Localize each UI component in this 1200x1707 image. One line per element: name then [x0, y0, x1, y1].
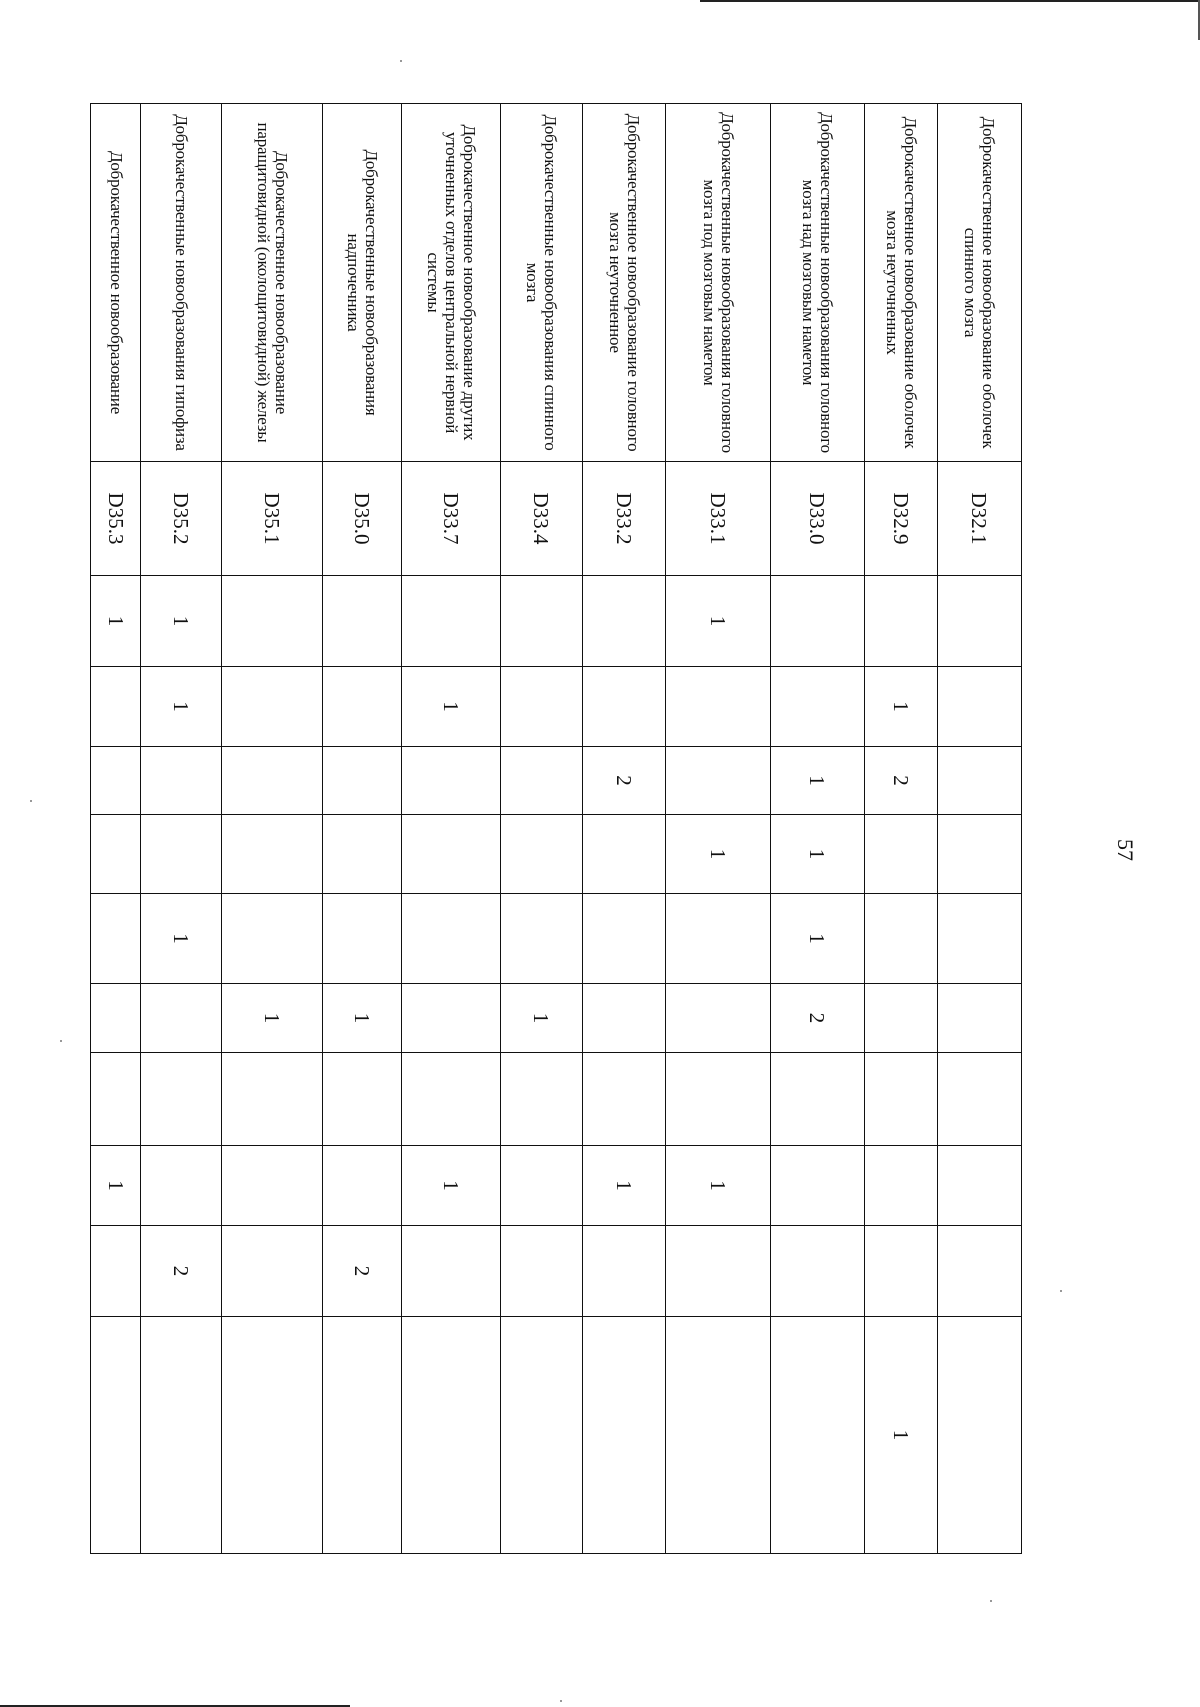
count-cell	[322, 1317, 402, 1554]
count-cell: 1	[222, 984, 323, 1053]
icd-code-cell: D33.2	[582, 462, 665, 576]
count-cell	[141, 1053, 222, 1146]
count-cell	[500, 1226, 582, 1317]
count-cell	[91, 747, 141, 815]
count-cell	[770, 1053, 864, 1146]
table-row	[582, 104, 665, 1554]
count-cell	[500, 667, 582, 747]
count-cell	[864, 1146, 937, 1226]
count-cell	[91, 1317, 141, 1554]
count-cell: 1	[864, 1317, 937, 1554]
count-cell	[582, 1317, 665, 1554]
count-cell: 2	[141, 1226, 222, 1317]
count-cell	[222, 667, 323, 747]
table-row	[141, 104, 222, 1554]
count-cell	[91, 815, 141, 894]
count-cell	[770, 1146, 864, 1226]
count-cell	[770, 576, 864, 667]
icd-code-cell: D32.9	[864, 462, 937, 576]
count-cell	[402, 1053, 500, 1146]
count-cell: 1	[582, 1146, 665, 1226]
scan-speck	[30, 800, 32, 802]
count-cell: 1	[665, 576, 770, 667]
count-cell	[665, 667, 770, 747]
diagnosis-name-cell: Доброкачественные новообразования гипофиза	[141, 104, 222, 462]
count-cell	[500, 1146, 582, 1226]
count-cell	[91, 667, 141, 747]
diagnosis-name-cell: Доброкачественные новообразования головного мозга под мозговым наметом	[665, 104, 770, 462]
diagnosis-table	[90, 103, 1022, 1554]
count-cell	[141, 1317, 222, 1554]
count-cell	[582, 576, 665, 667]
count-cell: 1	[402, 667, 500, 747]
count-cell	[582, 667, 665, 747]
count-cell	[665, 1317, 770, 1554]
icd-code-cell: D35.1	[222, 462, 323, 576]
count-cell	[864, 576, 937, 667]
count-cell	[500, 1053, 582, 1146]
icd-code-cell: D35.3	[91, 462, 141, 576]
diagnosis-name-cell: Доброкачественное новообразование паращитовидной (околощитовидной) железы	[222, 104, 323, 462]
count-cell: 2	[864, 747, 937, 815]
count-cell	[322, 815, 402, 894]
count-cell	[322, 576, 402, 667]
count-cell: 1	[770, 815, 864, 894]
count-cell	[322, 667, 402, 747]
scan-speck	[60, 1040, 62, 1042]
count-cell	[937, 984, 1021, 1053]
count-cell: 2	[322, 1226, 402, 1317]
page-number: 57	[1113, 839, 1138, 861]
count-cell	[582, 984, 665, 1053]
count-cell	[402, 576, 500, 667]
count-cell	[222, 1317, 323, 1554]
count-cell	[402, 747, 500, 815]
count-cell	[322, 894, 402, 984]
count-cell	[770, 667, 864, 747]
count-cell: 1	[141, 576, 222, 667]
scan-speck	[400, 60, 402, 62]
count-cell	[500, 894, 582, 984]
count-cell: 1	[864, 667, 937, 747]
diagnosis-name-cell: Доброкачественные новообразования головного мозга над мозговым наметом	[770, 104, 864, 462]
scan-speck	[560, 1700, 562, 1702]
icd-code-cell: D32.1	[937, 462, 1021, 576]
diagnosis-name-cell: Доброкачественное новообразование оболочек мозга неуточненных	[864, 104, 937, 462]
icd-code-cell: D33.4	[500, 462, 582, 576]
diagnosis-table-container	[90, 103, 1022, 1553]
count-cell: 1	[322, 984, 402, 1053]
count-cell	[402, 984, 500, 1053]
count-cell	[864, 1226, 937, 1317]
scan-speck	[990, 1600, 992, 1602]
table-row	[91, 104, 141, 1554]
count-cell	[937, 894, 1021, 984]
count-cell: 1	[141, 667, 222, 747]
diagnosis-name-cell: Доброкачественное новообразование других уточненных отделов центральной нервной системы	[402, 104, 500, 462]
count-cell	[91, 1053, 141, 1146]
count-cell	[665, 1053, 770, 1146]
table-row	[402, 104, 500, 1554]
count-cell	[582, 815, 665, 894]
count-cell	[141, 747, 222, 815]
table-row	[937, 104, 1021, 1554]
count-cell	[500, 1317, 582, 1554]
count-cell	[222, 747, 323, 815]
icd-code-cell: D35.0	[322, 462, 402, 576]
count-cell	[500, 576, 582, 667]
count-cell	[864, 984, 937, 1053]
table-row	[665, 104, 770, 1554]
count-cell	[937, 1053, 1021, 1146]
count-cell	[91, 894, 141, 984]
count-cell	[937, 576, 1021, 667]
count-cell	[665, 747, 770, 815]
count-cell: 2	[582, 747, 665, 815]
count-cell: 1	[141, 894, 222, 984]
count-cell	[937, 1146, 1021, 1226]
count-cell	[937, 815, 1021, 894]
count-cell	[222, 1146, 323, 1226]
count-cell	[665, 894, 770, 984]
count-cell	[500, 747, 582, 815]
count-cell	[402, 894, 500, 984]
count-cell	[500, 815, 582, 894]
table-row	[222, 104, 323, 1554]
icd-code-cell: D33.0	[770, 462, 864, 576]
icd-code-cell: D33.7	[402, 462, 500, 576]
scan-speck	[1060, 1290, 1062, 1292]
count-cell	[141, 1146, 222, 1226]
count-cell: 1	[91, 1146, 141, 1226]
count-cell	[937, 747, 1021, 815]
count-cell: 1	[665, 815, 770, 894]
count-cell	[91, 1226, 141, 1317]
count-cell	[222, 815, 323, 894]
icd-code-cell: D35.2	[141, 462, 222, 576]
count-cell	[665, 984, 770, 1053]
table-row	[864, 104, 937, 1554]
count-cell	[770, 1226, 864, 1317]
count-cell	[864, 894, 937, 984]
diagnosis-name-cell: Доброкачественное новообразование оболочек спинного мозга	[937, 104, 1021, 462]
count-cell	[864, 815, 937, 894]
count-cell	[582, 1226, 665, 1317]
count-cell	[222, 1053, 323, 1146]
count-cell	[582, 894, 665, 984]
count-cell	[222, 1226, 323, 1317]
count-cell: 1	[402, 1146, 500, 1226]
count-cell	[937, 1226, 1021, 1317]
count-cell	[91, 984, 141, 1053]
count-cell	[141, 815, 222, 894]
count-cell	[937, 1317, 1021, 1554]
count-cell: 1	[770, 894, 864, 984]
diagnosis-name-cell: Доброкачественные новообразования надпочечника	[322, 104, 402, 462]
count-cell	[222, 576, 323, 667]
table-row	[322, 104, 402, 1554]
count-cell	[864, 1053, 937, 1146]
count-cell: 1	[500, 984, 582, 1053]
count-cell	[937, 667, 1021, 747]
count-cell	[141, 984, 222, 1053]
count-cell	[582, 1053, 665, 1146]
scan-edge	[700, 0, 1200, 2]
count-cell: 1	[91, 576, 141, 667]
count-cell: 1	[665, 1146, 770, 1226]
count-cell: 1	[770, 747, 864, 815]
count-cell	[402, 1226, 500, 1317]
count-cell	[402, 815, 500, 894]
diagnosis-name-cell: Доброкачественное новообразование	[91, 104, 141, 462]
table-row	[500, 104, 582, 1554]
count-cell	[222, 894, 323, 984]
diagnosis-name-cell: Доброкачественные новообразования спинного мозга	[500, 104, 582, 462]
count-cell	[322, 1146, 402, 1226]
count-cell	[402, 1317, 500, 1554]
count-cell	[665, 1226, 770, 1317]
count-cell	[322, 1053, 402, 1146]
diagnosis-name-cell: Доброкачественное новообразование головного мозга неуточненное	[582, 104, 665, 462]
count-cell	[770, 1317, 864, 1554]
icd-code-cell: D33.1	[665, 462, 770, 576]
count-cell	[322, 747, 402, 815]
table-row	[770, 104, 864, 1554]
count-cell: 2	[770, 984, 864, 1053]
